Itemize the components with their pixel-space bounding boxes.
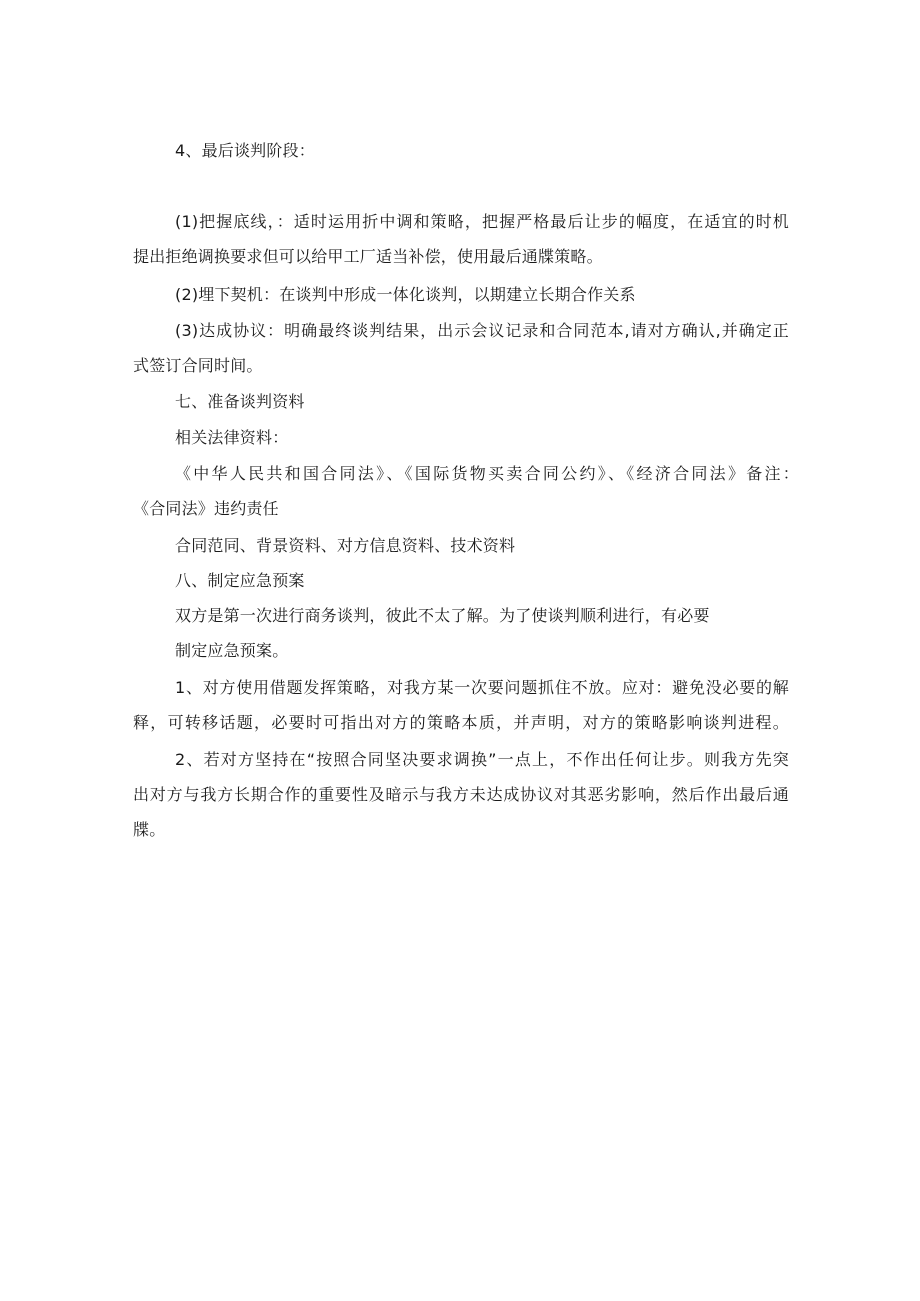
paragraph-laws-2: 《合同法》违约责任 — [133, 499, 279, 518]
paragraph-response-2-line-3: 牒。 — [133, 820, 166, 839]
paragraph-response-2-line-2: 出对方与我方长期合作的重要性及暗示与我方未达成协议对其恶劣影响，然后作出最后通 — [133, 785, 789, 804]
paragraph-laws-1: 《中华人民共和国合同法》、《国际货物买卖合同公约》、《经济合同法》备注： — [175, 464, 799, 483]
paragraph-other-materials: 合同范同、背景资料、对方信息资料、技术资料 — [175, 536, 516, 555]
paragraph-bottom-line-1: (1)把握底线，：适时运用折中调和策略，把握严格最后让步的幅度，在适宜的时机 — [175, 212, 789, 231]
section-heading-contingency: 八、制定应急预案 — [175, 571, 305, 590]
paragraph-bottom-line-2: 提出拒绝调换要求但可以给甲工厂适当补偿，使用最后通牒策略。 — [133, 247, 603, 266]
section-heading-final-stage: 4、最后谈判阶段： — [175, 141, 315, 160]
paragraph-agreement-1: (3)达成协议：明确最终谈判结果，出示会议记录和合同范本,请对方确认,并确定正 — [175, 321, 789, 340]
paragraph-opportunity: (2)埋下契机：在谈判中形成一体化谈判，以期建立长期合作关系 — [175, 285, 636, 304]
section-heading-materials: 七、准备谈判资料 — [175, 392, 305, 411]
paragraph-agreement-2: 式签订合同时间。 — [133, 356, 263, 375]
paragraph-contingency-1: 双方是第一次进行商务谈判，彼此不太了解。为了使谈判顺利进行，有必要 — [175, 606, 710, 625]
paragraph-response-2-line-1: 2、若对方坚持在“按照合同坚决要求调换”一点上，不作出任何让步。则我方先突 — [175, 750, 789, 769]
paragraph-response-1-line-1: 1、对方使用借题发挥策略，对我方某一次要问题抓住不放。应对：避免没必要的解 — [175, 678, 789, 697]
paragraph-response-1-line-2: 释，可转移话题，必要时可指出对方的策略本质，并声明，对方的策略影响谈判进程。 — [133, 713, 789, 732]
paragraph-legal-materials: 相关法律资料： — [175, 428, 289, 447]
paragraph-contingency-2: 制定应急预案。 — [175, 641, 289, 660]
